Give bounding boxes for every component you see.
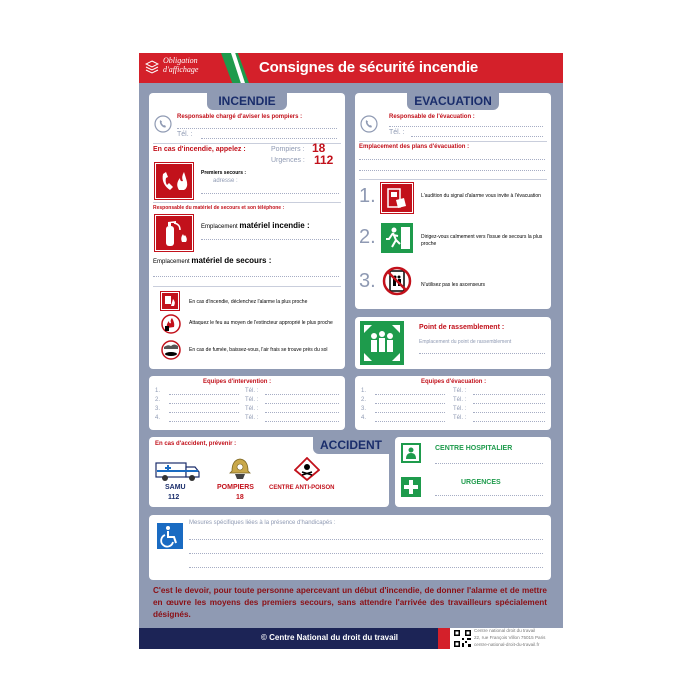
extinguisher-pictogram [155, 215, 193, 251]
evacuation-panel [355, 93, 551, 309]
cross-icon [401, 477, 421, 497]
tel-line [265, 403, 339, 404]
equipes-intervention-panel [149, 376, 345, 430]
assembly-point-pictogram [360, 321, 404, 365]
emplacement-incendie-line [201, 239, 339, 240]
obligation-text [163, 56, 198, 74]
step-1-text: L'audition du signal d'alarme vous invite à l'évacuation [421, 193, 541, 199]
alarm-signal-pictogram [381, 183, 413, 213]
emplacement-incendie-bold: matériel incendie : [239, 221, 310, 230]
phone-icon [360, 115, 378, 133]
tel-line [265, 421, 339, 422]
hospitalier-line [435, 463, 543, 464]
fire-attack-icon [161, 314, 181, 334]
rassemblement-title: Point de rassemblement : [419, 324, 505, 331]
name-line [169, 412, 239, 413]
responsable-materiel-label: Responsable du matériel de secours et son téléphone : [153, 205, 285, 211]
row-number: 4. [155, 415, 161, 421]
consigne-3: En cas de fumée, baissez-vous, l'air frais se trouve près du sol [189, 347, 328, 353]
equipes-intervention-title: Equipes d'intervention : [203, 379, 272, 385]
hospitalier-label: CENTRE HOSPITALIER [435, 445, 513, 452]
first-aid-pictogram [401, 477, 421, 497]
extinguisher-icon [156, 216, 192, 250]
poison-icon [294, 457, 320, 481]
name-line [169, 421, 239, 422]
consigne-2: Attaquez le feu au moyen de l'extincteur approprié le plus proche [189, 320, 333, 326]
footer-copyright: © Centre National du droit du travail [261, 633, 399, 642]
layers-icon [145, 60, 159, 74]
incendie-tel-label: Tél. : [177, 131, 193, 138]
tel-line [473, 394, 545, 395]
poster [139, 53, 563, 649]
footer-red-mark [438, 628, 450, 649]
separator [359, 141, 547, 142]
premiers-secours-label: Premiers secours : [201, 170, 247, 176]
responsable-pompiers-label: Responsable chargé d'aviser les pompiers : [177, 114, 303, 120]
premiers-secours-line [201, 193, 339, 194]
accident-panel [149, 437, 389, 507]
pompiers-accident-label: POMPIERS [217, 484, 254, 491]
consigne-1: En cas d'incendie, déclenchez l'alarme la plus proche [189, 299, 308, 305]
no-elevator-icon [381, 265, 413, 297]
footer-address-line1: Centre national droit du travail [474, 628, 536, 633]
row-tel: Tél. : [453, 415, 467, 421]
emplacement-secours-pre: Emplacement [153, 259, 190, 265]
equipes-evacuation-title: Equipes d'évacuation : [421, 379, 487, 385]
name-line [375, 394, 445, 395]
pompiers-label: Pompiers : [271, 146, 305, 153]
incendie-tel-line [201, 138, 337, 139]
separator [153, 202, 341, 203]
prevenir-label: En cas d'accident, prévenir : [155, 441, 237, 447]
ambulance-icon [155, 459, 201, 483]
obligation-line2: d'affichage [163, 65, 199, 74]
obligation-line1: Obligation [163, 56, 198, 65]
accident-tab: ACCIDENT [313, 437, 389, 454]
urgences-number: 112 [314, 153, 334, 167]
name-line [375, 403, 445, 404]
hospital-pictogram [401, 443, 421, 463]
devoir-text: C'est le devoir, pour toute personne apercevant un début d'incendie, de donner l'alarme et de mettre en œuvre les moyens des premiers secours, sans attendre l'arrivée des travailleurs spécialement désignés. [153, 586, 547, 619]
footer-address-line2: 22, rue François Villon 75015 Paris [474, 635, 546, 640]
row-number: 1. [361, 388, 367, 394]
row-number: 4. [361, 415, 367, 421]
wheelchair-icon [157, 523, 183, 549]
row-number: 1. [155, 388, 161, 394]
firefighter-helmet-icon [229, 457, 251, 481]
emplacement-incendie-pre: Emplacement [201, 224, 238, 230]
evacuation-tel-label: Tél. : [389, 129, 405, 136]
handicap-line-3 [189, 567, 543, 568]
assembly-point-icon [360, 321, 404, 365]
handicap-panel [149, 515, 551, 580]
antipoison-label: CENTRE ANTI-POISON [269, 485, 335, 491]
row-number: 3. [155, 406, 161, 412]
fire-phone-icon [156, 164, 192, 198]
plans-evacuation-label: Emplacement des plans d'évacuation : [359, 144, 470, 150]
handicap-line-1 [189, 539, 543, 540]
emergency-exit-icon [381, 223, 413, 253]
row-tel: Tél. : [453, 388, 467, 394]
phone-fire-pictogram [155, 163, 193, 199]
phone-icon [154, 115, 172, 133]
alarm-icon [162, 293, 178, 309]
emplacement-secours-line [153, 276, 339, 277]
incendie-panel [149, 93, 345, 369]
row-tel: Tél. : [245, 406, 259, 412]
tel-line [473, 403, 545, 404]
obligation-block [139, 53, 231, 83]
hospital-panel [395, 437, 551, 507]
name-line [375, 412, 445, 413]
row-tel: Tél. : [453, 406, 467, 412]
step-2-number: 2. [359, 226, 376, 248]
step-1-number: 1. [359, 185, 376, 207]
emplacement-incendie-label [201, 221, 310, 230]
emplacement-secours-label [153, 256, 271, 265]
rassemblement-panel [355, 317, 551, 369]
handicap-line-2 [189, 553, 543, 554]
urgences-label: Urgences : [271, 157, 305, 164]
responsable-pompiers-line [177, 128, 337, 129]
emplacement-secours-bold: matériel de secours : [191, 256, 272, 265]
rassemblement-sub: Emplacement du point de rassemblement [419, 339, 512, 345]
rassemblement-line [419, 353, 545, 354]
name-line [169, 403, 239, 404]
exit-pictogram [381, 223, 413, 253]
tel-line [473, 421, 545, 422]
row-tel: Tél. : [245, 397, 259, 403]
responsable-evacuation-label: Responsable de l'évacuation : [389, 114, 475, 120]
step-2-text: Dirigez-vous calmement vers l'issue de secours la plus proche [421, 234, 543, 247]
row-tel: Tél. : [453, 397, 467, 403]
plans-line-2 [359, 170, 545, 171]
tel-line [265, 394, 339, 395]
page-title: Consignes de sécurité incendie [259, 59, 479, 76]
samu-label: SAMU [165, 484, 186, 491]
evacuation-tab: EVACUATION [407, 93, 499, 110]
incendie-tab: INCENDIE [207, 93, 287, 110]
samu-number: 112 [168, 494, 180, 501]
name-line [169, 394, 239, 395]
alarm-pictogram [161, 292, 179, 310]
row-tel: Tél. : [245, 415, 259, 421]
separator [153, 286, 341, 287]
responsable-evacuation-line [389, 126, 543, 127]
appel-label: En cas d'incendie, appelez : [153, 146, 246, 153]
qr-code-icon [453, 629, 472, 648]
step-3-text: N'utilisez pas les ascenseurs [421, 282, 486, 288]
smoke-icon [161, 340, 181, 360]
footer-address-block [438, 628, 563, 649]
row-number: 2. [155, 397, 161, 403]
evacuation-tel-line [411, 136, 543, 137]
separator [359, 179, 547, 180]
doctor-icon [401, 443, 421, 463]
row-number: 3. [361, 406, 367, 412]
row-tel: Tél. : [245, 388, 259, 394]
tel-line [473, 412, 545, 413]
name-line [375, 421, 445, 422]
plans-line-1 [359, 159, 545, 160]
step-3-number: 3. [359, 270, 376, 292]
equipes-evacuation-panel [355, 376, 551, 430]
row-number: 2. [361, 397, 367, 403]
urgences-accident-label: URGENCES [461, 479, 501, 486]
adresse-label: adresse : [213, 178, 238, 184]
pompiers-number: 18 [312, 141, 326, 155]
handicap-label: Mesures spécifiques liées à la présence d'handicapés : [189, 520, 336, 526]
urgences-line [435, 495, 543, 496]
pompiers-accident-number: 18 [236, 494, 244, 501]
alarm-signal-icon [382, 184, 412, 212]
footer-address-line3: centre-national-droit-du-travail.fr [474, 642, 540, 647]
tel-line [265, 412, 339, 413]
